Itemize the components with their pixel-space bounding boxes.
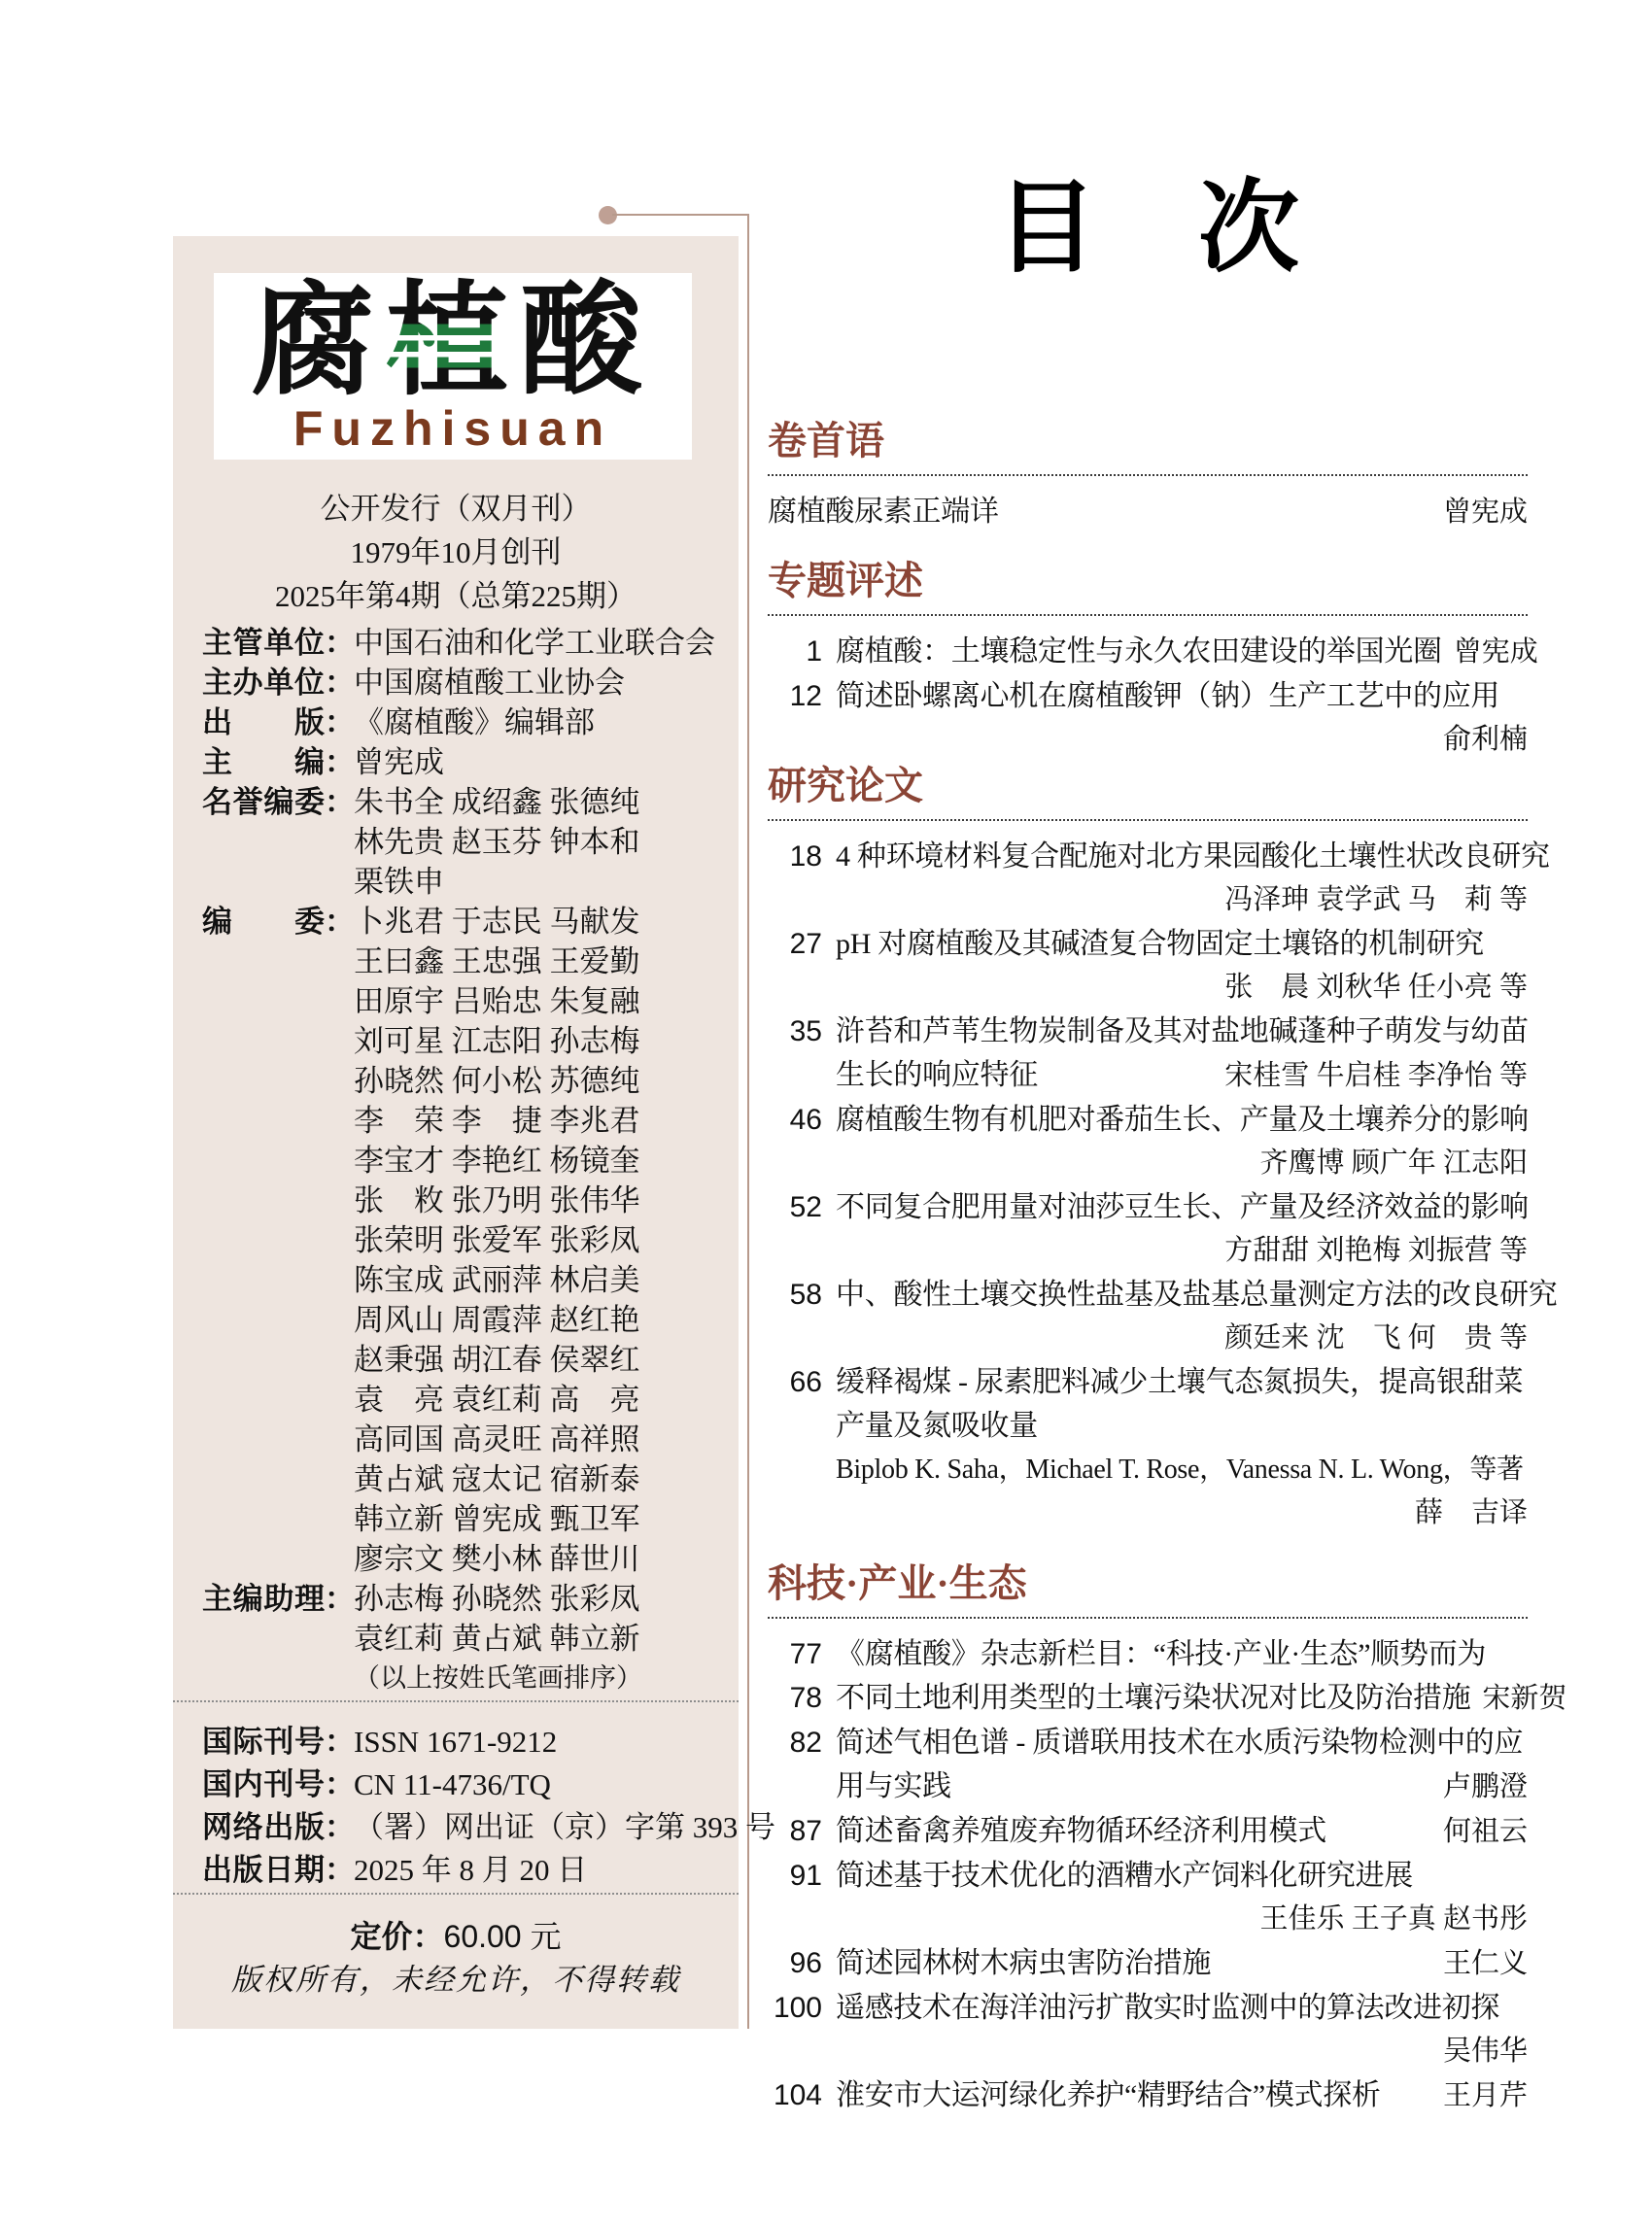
toc-item-title: 中、酸性土壤交换性盐基及盐基总量测定方法的改良研究 <box>836 1279 1558 1311</box>
toc-item-page-number: 100 <box>773 1992 822 2024</box>
masthead-row <box>202 1021 721 1061</box>
masthead-value: 袁红莉 黄占斌 韩立新 <box>354 1622 640 1656</box>
issn-label: 出版日期 <box>202 1853 325 1887</box>
toc-item-continuation <box>768 1404 1528 1448</box>
dotted-divider <box>768 614 1528 616</box>
masthead-row <box>202 1619 721 1659</box>
issn-colon: ： <box>325 1810 355 1844</box>
toc-section-header: 卷首语 <box>768 419 884 462</box>
masthead-row <box>202 1340 721 1380</box>
masthead-colon: ： <box>325 1582 355 1616</box>
toc-item-author: 俞利楠 <box>1442 724 1528 755</box>
toc-item-title: 简述畜禽养殖废弃物循环经济利用模式 <box>836 1815 1326 1847</box>
toc-item-author: 方甜甜 刘艳梅 刘振营 等 <box>1224 1235 1528 1266</box>
logo-char-striped: 植 <box>386 273 520 409</box>
dotted-divider <box>173 1700 739 1702</box>
toc-section-zhuanti-pingshu <box>768 556 1538 762</box>
publication-frequency: 公开发行（双月刊） <box>320 492 592 526</box>
masthead-value: 卜兆君 于志民 马献发 <box>354 905 640 939</box>
toc-section-juanshouyu <box>768 416 1528 534</box>
issn-colon: ： <box>325 1853 355 1887</box>
toc-section-header: 研究论文 <box>768 764 923 807</box>
toc-item <box>768 2073 1528 2118</box>
toc-item-title: 浒苔和芦苇生物炭制备及其对盐地碱蓬种子萌发与幼苗 <box>836 1015 1529 1047</box>
toc-item-title-continued: Biplob K. Saha，Michael T. Rose，Vanessa N. L. Wong，等著 <box>836 1455 1524 1485</box>
toc-item-page-number: 91 <box>789 1860 822 1892</box>
toc-item-author: 齐鹰博 顾广年 江志阳 <box>1259 1147 1528 1179</box>
toc-item-page-number: 77 <box>789 1638 822 1670</box>
issn-row <box>202 1806 775 1849</box>
issn-row <box>202 1721 721 1764</box>
toc-item-page-number: 1 <box>806 635 822 668</box>
founding-date: 1979年10月创刊 <box>350 535 562 569</box>
issn-label: 网络出版 <box>202 1810 325 1844</box>
toc-item <box>768 630 1538 674</box>
masthead-value: 曾宪成 <box>354 745 444 779</box>
toc-item-continuation <box>768 1448 1528 1491</box>
price-line <box>173 1912 739 1957</box>
issn-row <box>202 1849 721 1892</box>
toc-item-author: 宋新贺 <box>1482 1683 1567 1714</box>
toc-item-title: 简述卧螺离心机在腐植酸钾（钠）生产工艺中的应用 <box>836 680 1500 712</box>
toc-item-author: 吴伟华 <box>1442 2036 1528 2067</box>
toc-item <box>768 1986 1528 2030</box>
dotted-divider <box>768 474 1528 476</box>
journal-logo <box>214 273 692 460</box>
issn-label: 国际刊号 <box>202 1725 325 1759</box>
toc-item-title: pH 对腐植酸及其碱渣复合物固定土壤铬的机制研究 <box>836 928 1484 960</box>
masthead-row <box>202 1061 721 1101</box>
toc-item-title: 淮安市大运河绿化养护“精野结合”模式探析 <box>836 2079 1381 2111</box>
toc-item-author: 宋桂雪 牛启桂 李净怡 等 <box>1224 1060 1528 1091</box>
toc-item <box>768 1098 1528 1142</box>
toc-item-title: 不同复合肥用量对油莎豆生长、产量及经济效益的影响 <box>836 1191 1529 1223</box>
toc-item-title: 简述基于技术优化的酒糟水产饲料化研究进展 <box>836 1860 1413 1892</box>
toc-item-author: 何祖云 <box>1442 1816 1528 1847</box>
dotted-divider <box>768 819 1528 821</box>
journal-logo-chinese <box>214 273 692 409</box>
issn-colon: ： <box>325 1767 355 1801</box>
price-colon: ： <box>412 1919 444 1954</box>
toc-item-author: 王佳乐 王子真 赵书彤 <box>1259 1903 1528 1935</box>
masthead-value: 李宝才 李艳红 杨镜奎 <box>354 1144 640 1178</box>
masthead-value: 孙晓然 何小松 苏德纯 <box>354 1064 640 1098</box>
toc-item-page-number: 96 <box>789 1947 822 1979</box>
toc-item-page-number: 27 <box>789 928 822 960</box>
toc-item-title: 遥感技术在海洋油污扩散实时监测中的算法改进初探 <box>836 1992 1500 2024</box>
toc-section-header: 科技·产业·生态 <box>768 1561 1027 1605</box>
toc-item-author-line <box>768 966 1528 1010</box>
masthead-row <box>202 1220 721 1260</box>
masthead-value: 孙志梅 孙晓然 张彩凤 <box>354 1582 640 1616</box>
toc-section-keji-chanye-shengtai <box>768 1558 1567 2118</box>
masthead-label: 主办单位 <box>202 666 325 700</box>
toc-item <box>768 1721 1528 1764</box>
masthead-value: 田原宇 吕贻忠 朱复融 <box>354 984 640 1018</box>
masthead-value: 高同国 高灵旺 高祥照 <box>354 1422 640 1456</box>
masthead-colon: ： <box>325 705 355 739</box>
masthead-value: 《腐植酸》编辑部 <box>354 705 595 739</box>
toc-item-page-number: 35 <box>789 1015 822 1047</box>
toc-item-title: 4 种环境材料复合配施对北方果园酸化土壤性状改良研究 <box>836 840 1550 873</box>
toc-item-title: 简述气相色谱 - 质谱联用技术在水质污染物检测中的应 <box>836 1727 1524 1759</box>
masthead-label: 名誉编委 <box>202 785 325 819</box>
masthead-row <box>202 822 721 862</box>
masthead-row <box>202 663 721 702</box>
toc-item <box>768 1185 1528 1229</box>
issn-row <box>202 1764 721 1806</box>
toc-item-author: 冯泽珅 袁学武 马 莉 等 <box>1224 884 1528 915</box>
masthead-colon: ： <box>325 905 355 939</box>
masthead-colon: ： <box>325 785 355 819</box>
toc-item <box>768 674 1528 718</box>
toc-item <box>768 1676 1567 1721</box>
masthead-value: 袁 亮 袁红莉 高 亮 <box>354 1383 640 1417</box>
toc-item-author-line <box>768 1229 1528 1273</box>
toc-section-header: 专题评述 <box>768 559 923 602</box>
toc-item-author-line <box>768 1898 1528 1941</box>
masthead-row <box>202 1141 721 1181</box>
toc-item-page-number: 66 <box>789 1366 822 1398</box>
toc-item-author: 曾宪成 <box>1442 497 1528 528</box>
masthead-label: 出版 <box>202 705 325 739</box>
toc-item-author-line <box>768 1317 1528 1360</box>
toc-item-continuation <box>768 1053 1528 1098</box>
masthead-row <box>202 1459 721 1499</box>
masthead-row <box>202 862 721 902</box>
toc-item <box>768 1941 1528 1986</box>
toc-item-page-number: 78 <box>789 1682 822 1714</box>
price-label: 定价 <box>350 1919 413 1954</box>
masthead-value: 韩立新 曾宪成 甄卫军 <box>354 1502 640 1536</box>
masthead-value: 中国腐植酸工业协会 <box>354 666 625 700</box>
journal-info-sidebar <box>173 236 775 2029</box>
masthead-value: 王曰鑫 王忠强 王爱勤 <box>354 944 640 978</box>
toc-item-author: 张 晨 刘秋华 任小亮 等 <box>1224 972 1528 1003</box>
toc-item-author: 颜廷来 沈 飞 何 贵 等 <box>1224 1322 1528 1353</box>
masthead-value: 陈宝成 武丽萍 林启美 <box>354 1263 640 1297</box>
toc-item-title-continued: 生长的响应特征 <box>836 1059 1038 1091</box>
masthead-row <box>202 702 721 742</box>
toc-item-author: 曾宪成 <box>1453 636 1538 668</box>
toc-item-author-line <box>768 878 1528 922</box>
toc-item-page-number: 58 <box>789 1279 822 1311</box>
masthead-value: 朱书全 成绍鑫 张德纯 <box>354 785 640 819</box>
issn-value: CN 11-4736/TQ <box>354 1767 551 1801</box>
masthead-row <box>202 1539 721 1579</box>
toc-item-author-line <box>768 1142 1528 1185</box>
toc-title: 目 次 <box>995 172 1299 285</box>
toc-item-page-number: 46 <box>789 1104 822 1136</box>
toc-item <box>768 1854 1528 1898</box>
masthead-value: 刘可星 江志阳 孙志梅 <box>354 1024 640 1058</box>
toc-item-title: 腐植酸：土壤稳定性与永久农田建设的举国光圈 <box>836 635 1442 668</box>
masthead-label: 主编 <box>202 745 325 779</box>
masthead-value: 廖宗文 樊小林 薛世川 <box>354 1542 640 1576</box>
toc-item <box>768 922 1528 966</box>
masthead-staff-list <box>202 623 721 1698</box>
masthead-value: 中国石油和化学工业联合会 <box>354 626 715 660</box>
toc-item-title-continued: 用与实践 <box>836 1770 951 1802</box>
toc-item <box>768 1273 1558 1317</box>
toc-item-title: 腐植酸尿素正端详 <box>768 496 999 528</box>
copyright-notice: 版权所有，未经允许，不得转载 <box>231 1963 680 1997</box>
masthead-row <box>202 1499 721 1539</box>
issue-number: 2025年第4期（总第225期） <box>275 579 637 613</box>
toc-section-yanjiu-lunwen <box>768 761 1558 1535</box>
masthead-colon: ： <box>325 666 355 700</box>
masthead-value: 周风山 周霞萍 赵红艳 <box>354 1303 640 1337</box>
toc-item <box>768 1632 1528 1676</box>
masthead-row <box>202 981 721 1021</box>
masthead-colon: ： <box>325 745 355 779</box>
masthead-row <box>202 1380 721 1420</box>
toc-item-page-number: 18 <box>789 840 822 873</box>
toc-item-page-number: 12 <box>789 680 822 712</box>
toc-item-author: 薛 吉译 <box>1414 1497 1528 1528</box>
toc-item <box>768 1360 1528 1404</box>
dotted-divider <box>173 1893 739 1895</box>
corner-line-horizontal <box>612 214 748 216</box>
masthead-value: 赵秉强 胡江春 侯翠红 <box>354 1343 640 1377</box>
publication-info <box>173 487 739 618</box>
toc-item-author-line <box>768 2030 1528 2073</box>
toc-item <box>768 1010 1528 1053</box>
masthead-value: 李 荣 李 捷 李兆君 <box>354 1104 640 1138</box>
toc-item-title-continued: 产量及氮吸收量 <box>836 1410 1038 1442</box>
toc-item-title: 缓释褐煤 - 尿素肥料减少土壤气态氮损失，提高银甜菜 <box>836 1366 1524 1398</box>
issn-value: 2025 年 8 月 20 日 <box>354 1853 588 1887</box>
toc-item-page-number: 82 <box>789 1727 822 1759</box>
masthead-row <box>202 1659 721 1698</box>
masthead-value: （以上按姓氏笔画排序） <box>354 1663 642 1693</box>
logo-char: 酸 <box>520 273 654 409</box>
toc-item-page-number: 87 <box>789 1815 822 1847</box>
toc-item <box>768 1809 1528 1854</box>
masthead-row <box>202 742 721 782</box>
masthead-value: 张 敉 张乃明 张伟华 <box>354 1183 640 1217</box>
masthead-colon: ： <box>325 626 355 660</box>
toc-item-title: 腐植酸生物有机肥对番茄生长、产量及土壤养分的影响 <box>836 1104 1529 1136</box>
masthead-row <box>202 1260 721 1300</box>
toc-item-author-line <box>768 718 1528 762</box>
masthead-row <box>202 1181 721 1220</box>
toc-item-author: 卢鹏澄 <box>1442 1771 1528 1802</box>
issn-colon: ： <box>325 1725 355 1759</box>
dotted-divider <box>768 1617 1528 1619</box>
price-value: 60.00 元 <box>443 1919 562 1954</box>
masthead-label: 主管单位 <box>202 626 325 660</box>
issn-value: ISSN 1671-9212 <box>354 1725 558 1759</box>
masthead-row <box>202 1579 721 1619</box>
masthead-value: 黄占斌 寇太记 宿新泰 <box>354 1462 640 1496</box>
toc-item-title: 简述园林树木病虫害防治措施 <box>836 1947 1212 1979</box>
corner-line-vertical <box>747 214 749 2029</box>
issn-block <box>202 1721 775 1892</box>
masthead-label: 主编助理 <box>202 1582 325 1616</box>
masthead-row <box>202 623 721 663</box>
masthead-value: 张荣明 张爱军 张彩凤 <box>354 1223 640 1257</box>
masthead-row <box>202 782 721 822</box>
issn-label: 国内刊号 <box>202 1767 325 1801</box>
masthead-row <box>202 942 721 981</box>
toc-item-page-number: 104 <box>773 2079 822 2111</box>
toc-item-page-number: 52 <box>789 1191 822 1223</box>
toc-item <box>768 490 1528 534</box>
logo-char: 腐 <box>252 273 386 409</box>
toc-item-author-line <box>768 1491 1528 1535</box>
toc-item <box>768 835 1550 878</box>
toc-item-title: 不同土地利用类型的土壤污染状况对比及防治措施 <box>836 1682 1471 1714</box>
masthead-row <box>202 1101 721 1141</box>
masthead-row <box>202 902 721 942</box>
toc-item-continuation <box>768 1764 1528 1809</box>
masthead-label: 编委 <box>202 905 325 939</box>
masthead-row <box>202 1420 721 1459</box>
toc-item-author: 王月芹 <box>1442 2080 1528 2111</box>
toc-item-title: 《腐植酸》杂志新栏目：“科技·产业·生态”顺势而为 <box>836 1638 1487 1670</box>
journal-logo-latin: Fuzhisuan <box>293 400 613 456</box>
masthead-row <box>202 1300 721 1340</box>
toc-item-author: 王仁义 <box>1442 1948 1528 1979</box>
masthead-value: 林先贵 赵玉芬 钟本和 <box>354 825 640 859</box>
issn-value: （署）网出证（京）字第 393 号 <box>354 1810 775 1844</box>
masthead-value: 栗铁申 <box>354 865 444 899</box>
